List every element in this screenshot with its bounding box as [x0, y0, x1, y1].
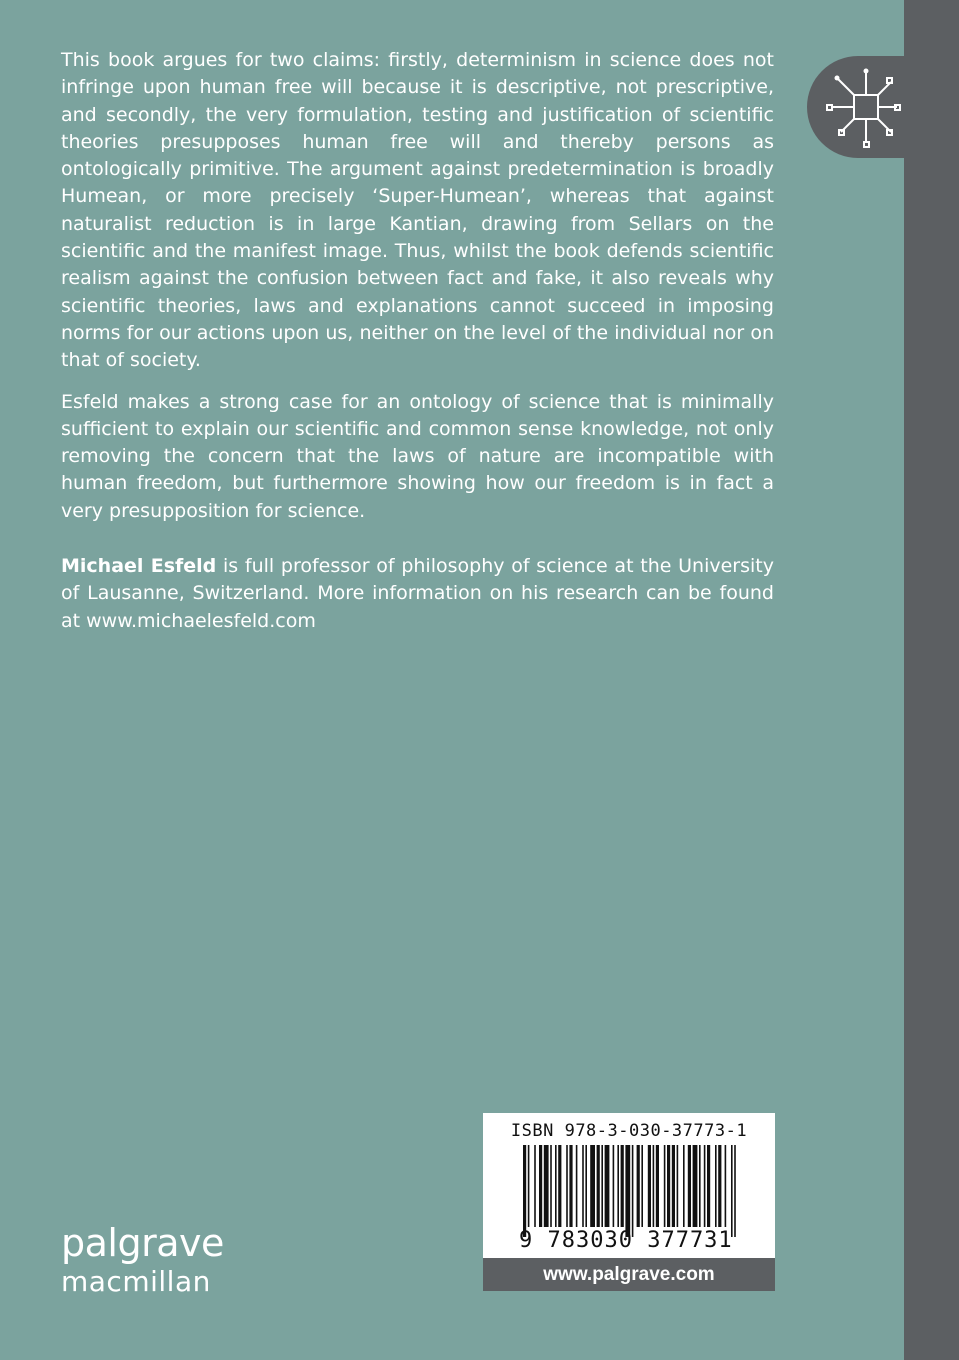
publisher-name-line-2: macmillan [61, 1265, 211, 1298]
back-cover-blurb [61, 47, 774, 649]
barcode-bar [731, 1145, 733, 1237]
barcode-bar [528, 1145, 530, 1227]
isbn-barcode-box [483, 1113, 775, 1291]
barcode-bar [704, 1145, 706, 1227]
barcode-bar [707, 1145, 710, 1227]
barcode-bar [648, 1145, 651, 1227]
barcode-bar [664, 1145, 666, 1227]
barcode-bar [605, 1145, 610, 1227]
barcode-bar [590, 1145, 595, 1227]
barcode-bar [725, 1145, 727, 1227]
barcode-bar [734, 1145, 736, 1237]
barcode-bar [718, 1145, 721, 1227]
palgrave-network-icon [825, 65, 907, 149]
barcode-bar [585, 1145, 587, 1227]
barcode-bar [601, 1145, 603, 1227]
barcode-bar [569, 1145, 572, 1227]
barcode-bar [715, 1145, 717, 1227]
barcode-bar [632, 1145, 634, 1237]
author-bio [61, 553, 774, 635]
barcode-bar [534, 1145, 536, 1227]
barcode-bar [699, 1145, 701, 1227]
isbn-label: ISBN 978-3-030-37773-1 [510, 1121, 748, 1141]
publisher-name-line-1: palgrave [61, 1221, 224, 1265]
blurb-paragraph-2: Esfeld makes a strong case for an ontology of science that is minimally sufficient to explain our scientific and common sense knowledge, not only removing the concern that the laws of nature are incompatible with human freedom, but furthermore showing how our freedom is in fact a very presupposition for science. [61, 390, 774, 522]
barcode-bars [511, 1145, 747, 1237]
barcode-bar [582, 1145, 584, 1227]
barcode-bar [523, 1145, 526, 1237]
author-name: Michael Esfeld [61, 555, 217, 578]
barcode-bar [597, 1145, 600, 1227]
barcode-bar [653, 1145, 655, 1227]
author-bio-text: is full professor of philosophy of science at the University of Lausanne, Switzerland. More information on his research can be found at www.michaelesfeld.com [61, 555, 774, 632]
barcode-bar [641, 1145, 643, 1227]
barcode-bar [625, 1145, 630, 1237]
barcode-bar [656, 1145, 659, 1227]
barcode-bar [613, 1145, 615, 1227]
barcode-bar [558, 1145, 561, 1227]
barcode-bar [637, 1145, 640, 1227]
barcode-bar [555, 1145, 557, 1227]
barcode-bar [667, 1145, 670, 1227]
logo-tab [807, 56, 959, 158]
barcode-bar [672, 1145, 675, 1227]
barcode-bar [683, 1145, 685, 1227]
barcode-bar [621, 1145, 624, 1227]
publisher-url: www.palgrave.com [483, 1258, 775, 1291]
barcode-bar [566, 1145, 568, 1227]
barcode-bar [688, 1145, 691, 1227]
barcode-bar [539, 1145, 542, 1227]
barcode-bar [677, 1145, 679, 1227]
barcode-digits: 9 783030 377731 [519, 1228, 733, 1253]
barcode-bar [550, 1145, 552, 1227]
book-spine [904, 0, 959, 1360]
blurb-paragraph-1: This book argues for two claims: firstly, determinism in science does not infringe upon human free will because it is descriptive, not prescriptive, and secondly, the very formulation, testing and justification of scientific theories presupposes human free will and thereby persons as ontologically primitive. The argument against predetermination is broadly Humean, or more precisely ‘Super-Humean’, whereas that against naturalist reduction is in large Kantian, drawing from Sellars on the scientific and the manifest image. Thus, whilst the book defends scientific realism against the confusion between fact and fake, it also reveals why scientific theories, laws and explanations cannot succeed in imposing norms for our actions upon us, neither on the level of the individual nor on that of society. [61, 49, 774, 372]
barcode-bar [693, 1145, 698, 1227]
barcode-bar [576, 1145, 578, 1227]
barcode-bar [617, 1145, 619, 1227]
publisher-logo [61, 1221, 224, 1298]
barcode-bar [544, 1145, 549, 1227]
